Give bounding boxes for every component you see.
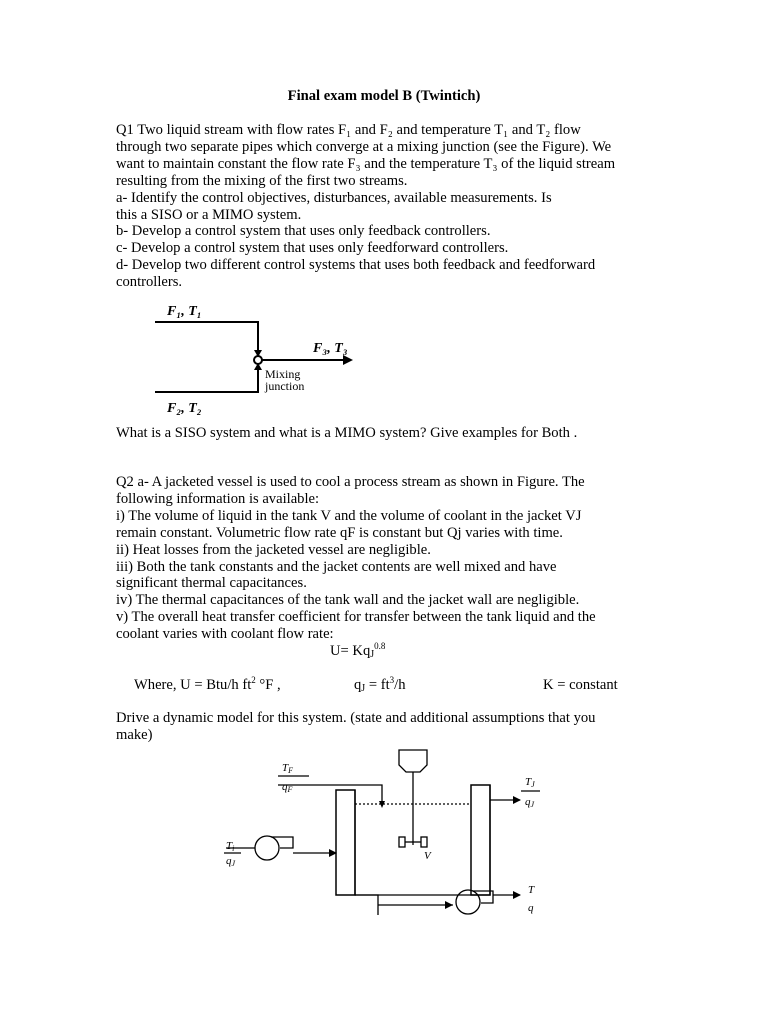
qj-units: $q_J = ft^3/h$: [354, 675, 406, 694]
question-2-task: [116, 710, 656, 744]
junction-node: [254, 356, 262, 364]
outlet-temperature-label: T: [528, 884, 535, 896]
outlet-flow-label: q: [528, 902, 534, 914]
u-units: Where, U = Btu/h $ft^2$ °F ,: [134, 675, 281, 693]
feed-flow-label: qF: [282, 781, 293, 794]
jacketed-vessel-figure: [215, 745, 555, 920]
q2-line: iv) The thermal capacitances of the tank wall and the jacket wall are negligible.: [116, 592, 580, 609]
volume-label: V: [424, 850, 431, 862]
stream-3-label: F₃, T₃: [313, 341, 348, 356]
feed-line: [278, 785, 382, 803]
q1-line: b- Develop a control system that uses only feedback controllers.: [116, 223, 491, 240]
drive-line: make): [116, 726, 153, 743]
stream-2-label: F₂, T₂: [167, 401, 202, 416]
arrow-right-icon: [513, 796, 521, 804]
q1-line: d- Develop two different control systems that uses both feedback and feedforward: [116, 257, 596, 274]
q2-line: ii) Heat losses from the jacketed vessel are negligible.: [116, 541, 431, 558]
q1-line: want to maintain constant the flow rate F₃ and the temperature T₃ of the liquid stream: [116, 155, 616, 172]
vessel-wall: [355, 785, 490, 895]
impeller-right: [421, 837, 427, 847]
coolant-in-temperature-label: Ti: [226, 840, 235, 853]
q1-line: this a SISO or a MIMO system.: [116, 206, 302, 223]
q1-line: c- Develop a control system that uses only feedforward controllers.: [116, 240, 509, 257]
stream-1-label: F₁, T₁: [167, 304, 202, 319]
arrow-right-icon: [513, 891, 521, 899]
impeller-left: [399, 837, 405, 847]
pump-1-icon: [255, 836, 279, 860]
junction-label-2: junction: [265, 379, 305, 393]
q1-line: Q1 Two liquid stream with flow rates F₁ and F₂ and temperature T₁ and T₂ flow: [116, 122, 581, 138]
q1-line: resulting from the mixing of the first two streams.: [116, 172, 408, 189]
jacket-left: [336, 790, 355, 895]
q2-line: Q2 a- A jacketed vessel is used to cool a process stream as shown in Figure. The: [116, 474, 585, 490]
jacket-right: [471, 785, 490, 895]
coolant-out-temperature-label: TJ: [525, 776, 535, 789]
q2-line: remain constant. Volumetric flow rate qF is constant but Qj varies with time.: [116, 524, 563, 541]
coolant-out-flow-label: qJ: [525, 796, 535, 809]
question-2-text: [116, 474, 656, 643]
document-title: Final exam model B (Twintich): [287, 88, 481, 104]
q2-line: coolant varies with coolant flow rate:: [116, 626, 334, 643]
motor-icon: [399, 750, 427, 772]
question-1-text: [116, 122, 656, 291]
junction-label-1: Mixing: [265, 367, 301, 381]
q2-line: iii) Both the tank constants and the jacket contents are well mixed and have: [116, 558, 557, 575]
q1-line: through two separate pipes which converge at a mixing junction (see the Figure). We: [116, 138, 612, 155]
q2-line: i) The volume of liquid in the tank V and the volume of coolant in the jacket VJ: [116, 507, 582, 524]
arrow-right-icon: [445, 901, 453, 909]
pump-2-icon: [456, 890, 480, 914]
drive-line: Drive a dynamic model for this system. (state and additional assumptions that you: [116, 710, 596, 726]
coolant-in-flow-label: qJ: [226, 855, 236, 868]
q1-line: a- Identify the control objectives, disturbances, available measurements. Is: [116, 189, 552, 206]
k-constant: K = constant: [543, 677, 618, 693]
vessel-body: [355, 790, 378, 915]
q2-line: v) The overall heat transfer coefficient for transfer between the tank liquid and the: [116, 609, 596, 626]
q2-line: significant thermal capacitances.: [116, 575, 307, 592]
mixing-pipes: [155, 322, 345, 392]
q2-line: following information is available:: [116, 490, 320, 507]
mixing-junction-figure: [155, 298, 375, 418]
arrow-right-icon: [343, 355, 353, 365]
feed-temperature-label: TF: [282, 762, 294, 775]
q1-line: controllers.: [116, 274, 183, 291]
question-1-note: What is a SISO system and what is a MIMO system? Give examples for Both .: [116, 425, 578, 441]
heat-transfer-equation: $U= Kq_J^{0.8}$: [330, 641, 386, 660]
